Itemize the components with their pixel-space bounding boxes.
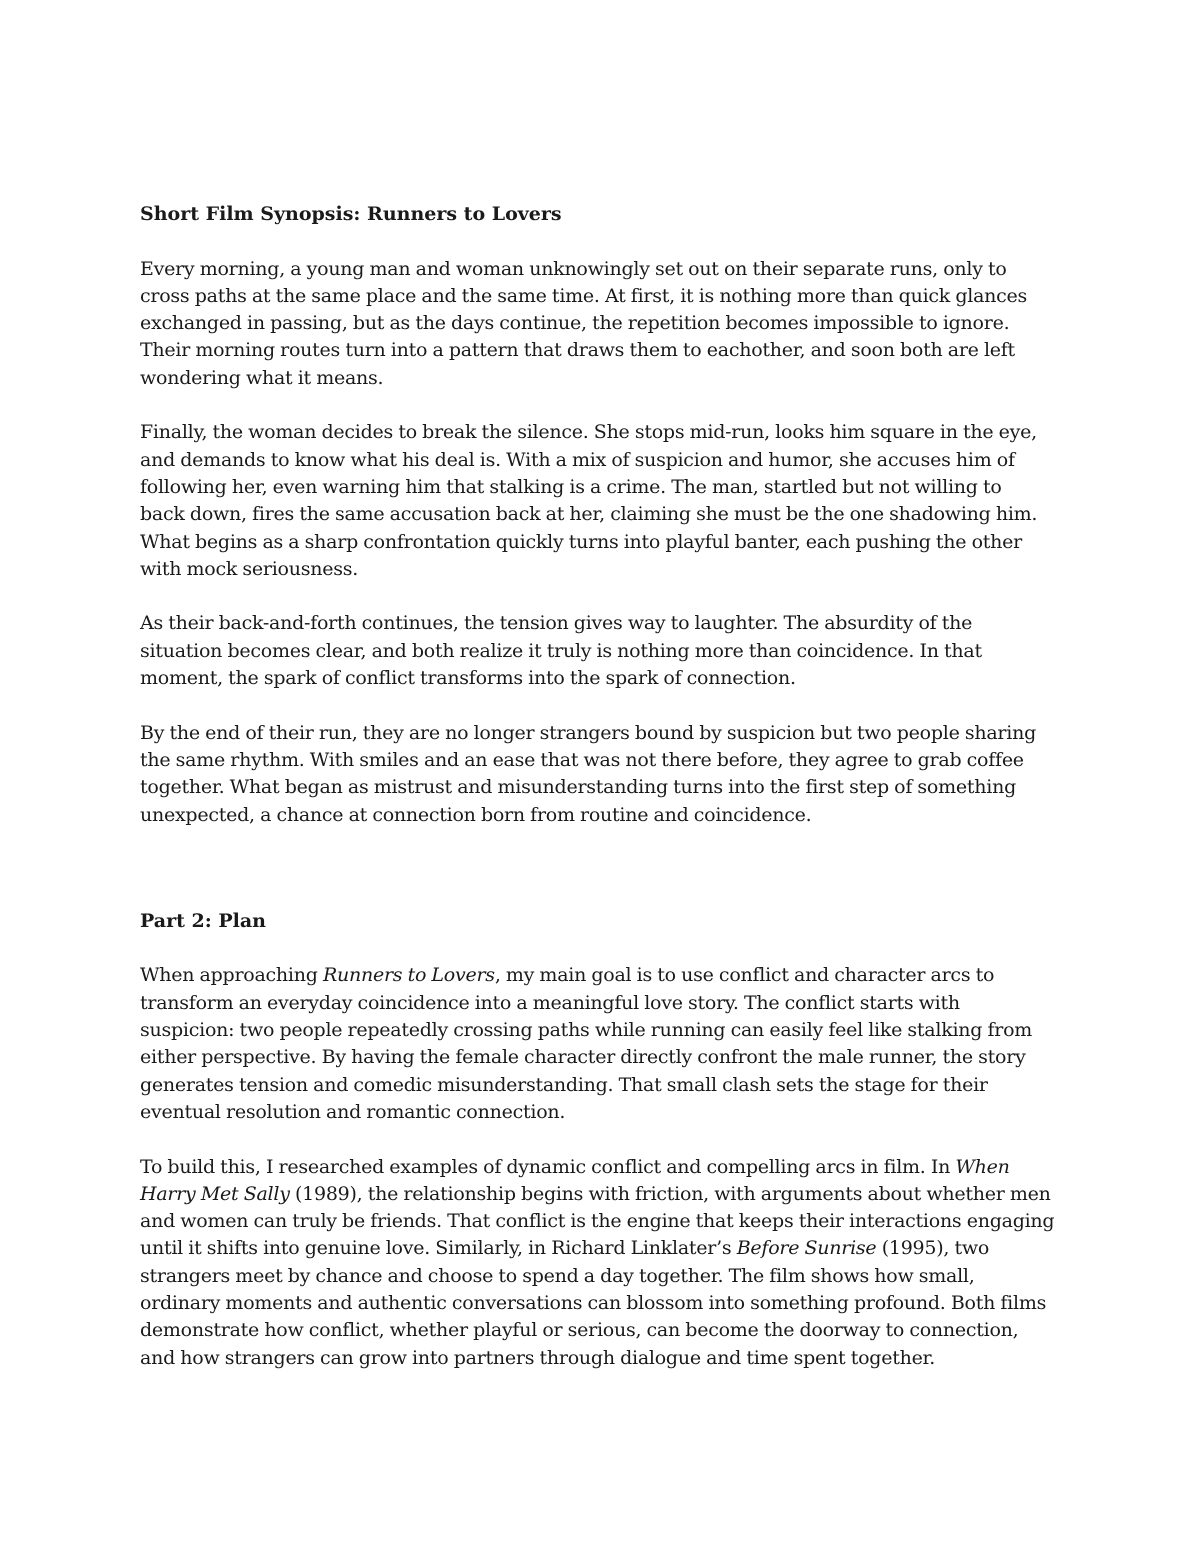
document-body xyxy=(140,201,1060,1372)
synopsis-heading: Short Film Synopsis: Runners to Lovers xyxy=(140,203,562,225)
spacer xyxy=(140,1126,1060,1153)
text-run: (1995), two xyxy=(876,1237,990,1260)
text-line xyxy=(140,1181,1060,1208)
text-line: generates tension and comedic misunderstanding. That small clash sets the stage for their xyxy=(140,1073,988,1096)
text-line xyxy=(140,1154,1060,1181)
text-run: until it shifts into genuine love. Similarly, in Richard Linklater’s xyxy=(140,1237,737,1260)
text-line: following her, even warning him that stalking is a crime. The man, startled but not willing to xyxy=(140,475,1002,498)
film-title: Harry Met Sally xyxy=(140,1182,290,1205)
text-line: What begins as a sharp confrontation quickly turns into playful banter, each pushing the other xyxy=(140,530,1022,553)
text-line: and women can truly be friends. That conflict is the engine that keeps their interactions engaging xyxy=(140,1210,1055,1233)
text-line: unexpected, a chance at connection born from routine and coincidence. xyxy=(140,803,812,826)
text-line: with mock seriousness. xyxy=(140,557,359,580)
text-run: When approaching xyxy=(140,964,323,987)
text-line: cross paths at the same place and the same time. At first, it is nothing more than quick glances xyxy=(140,284,1028,307)
text-line xyxy=(140,962,1060,989)
plan-paragraph-1 xyxy=(140,962,1060,1126)
text-line: situation becomes clear, and both realize it truly is nothing more than coincidence. In that xyxy=(140,639,982,662)
text-line: wondering what it means. xyxy=(140,366,384,389)
text-line: together. What began as mistrust and misunderstanding turns into the first step of something xyxy=(140,776,1016,799)
spacer xyxy=(140,392,1060,419)
text-line xyxy=(140,1235,1060,1262)
text-line: either perspective. By having the female character directly confront the male runner, the story xyxy=(140,1046,1026,1069)
film-title: Runners to Lovers xyxy=(322,964,495,987)
spacer xyxy=(140,935,1060,962)
text-run: , my main goal is to use conflict and character arcs to xyxy=(494,964,995,987)
synopsis-paragraph-2 xyxy=(140,419,1060,583)
spacer xyxy=(140,692,1060,719)
text-run: (1989), the relationship begins with friction, with arguments about whether men xyxy=(289,1182,1051,1205)
text-line: exchanged in passing, but as the days continue, the repetition becomes impossible to ignore. xyxy=(140,312,1010,335)
film-title: When xyxy=(955,1155,1010,1178)
plan-heading: Part 2: Plan xyxy=(140,909,266,932)
text-line: moment, the spark of conflict transforms into the spark of connection. xyxy=(140,667,796,690)
text-line: demonstrate how conflict, whether playful or serious, can become the doorway to connection, xyxy=(140,1319,1019,1342)
text-line: the same rhythm. With smiles and an ease that was not there before, they agree to grab coffee xyxy=(140,748,1024,771)
spacer xyxy=(140,829,1060,908)
text-line: and how strangers can grow into partners through dialogue and time spent together. xyxy=(140,1346,936,1369)
synopsis-paragraph-4 xyxy=(140,720,1060,829)
text-line: transform an everyday coincidence into a meaningful love story. The conflict starts with xyxy=(140,991,960,1014)
text-line: strangers meet by chance and choose to spend a day together. The film shows how small, xyxy=(140,1264,975,1287)
text-line: suspicion: two people repeatedly crossing paths while running can easily feel like stalking from xyxy=(140,1019,1033,1042)
text-line: Their morning routes turn into a pattern that draws them to eachother, and soon both are left xyxy=(140,339,1015,362)
film-title: Before Sunrise xyxy=(736,1237,877,1260)
text-line: eventual resolution and romantic connection. xyxy=(140,1100,566,1123)
text-line: Finally, the woman decides to break the silence. She stops mid-run, looks him square in the eye, xyxy=(140,421,1037,444)
synopsis-paragraph-3 xyxy=(140,610,1060,692)
text-line: By the end of their run, they are no longer strangers bound by suspicion but two people sharing xyxy=(140,721,1036,744)
text-line: Every morning, a young man and woman unknowingly set out on their separate runs, only to xyxy=(140,257,1007,280)
text-line: and demands to know what his deal is. With a mix of suspicion and humor, she accuses him of xyxy=(140,448,1015,471)
text-line: As their back-and-forth continues, the tension gives way to laughter. The absurdity of the xyxy=(140,612,973,635)
text-line: ordinary moments and authentic conversations can blossom into something profound. Both films xyxy=(140,1291,1047,1314)
synopsis-paragraph-1 xyxy=(140,256,1060,392)
text-line: back down, fires the same accusation back at her, claiming she must be the one shadowing him. xyxy=(140,503,1038,526)
plan-paragraph-2 xyxy=(140,1154,1060,1372)
spacer xyxy=(140,228,1060,255)
spacer xyxy=(140,583,1060,610)
text-run: To build this, I researched examples of dynamic conflict and compelling arcs in film. In xyxy=(140,1155,956,1178)
